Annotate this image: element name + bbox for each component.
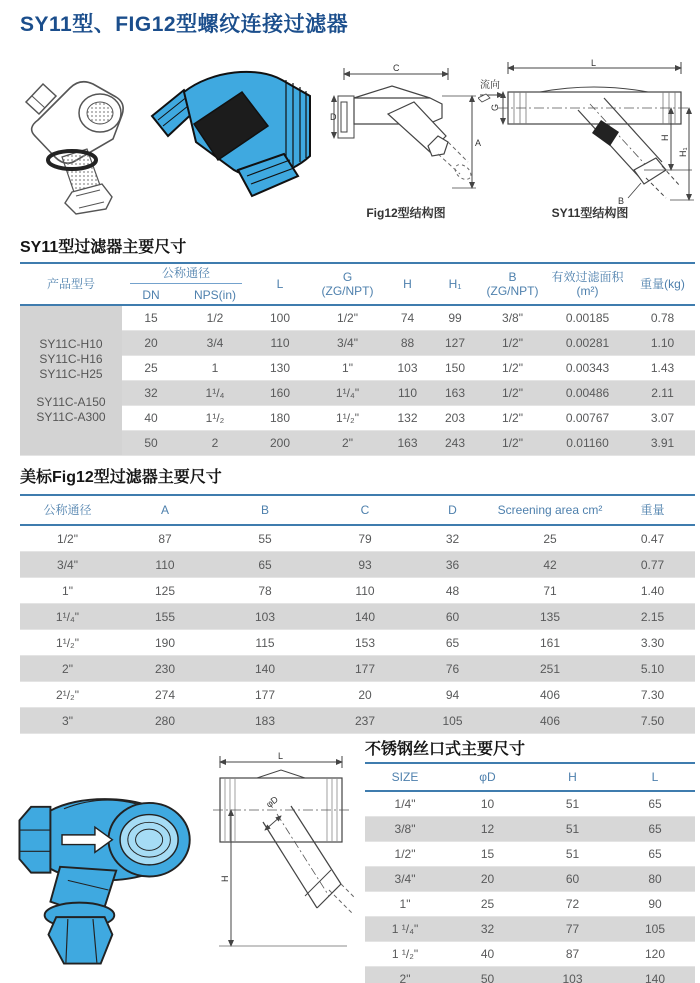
sy11-structure-diagram: [478, 58, 698, 211]
fig12-diagram: [330, 62, 482, 200]
col-header-b: B (ZG/NPT): [486, 270, 539, 298]
table-row: 1/2" 15 51 65: [365, 842, 695, 867]
col-header-nominal-diameter: 公称通径: [122, 263, 250, 286]
col-header-l: L: [651, 770, 659, 784]
col-header-model: 产品型号: [46, 277, 95, 291]
col-header-screening-area: Screening area cm²: [497, 503, 603, 517]
col-header-filter-area: 有效过滤面积 (m²): [551, 270, 624, 298]
strainer-blue-illustration: [146, 58, 324, 220]
product-model: SY11C-A300: [36, 409, 106, 424]
dim-label-b: B: [618, 196, 625, 206]
dim-label-l: L: [591, 58, 597, 68]
col-header-d: D: [448, 503, 457, 517]
section-heading-stainless-dimensions: 不锈钢丝口式主要尺寸: [365, 741, 526, 758]
dim-label-phi-d: φD: [264, 794, 281, 810]
col-header-l: L: [276, 277, 284, 291]
col-header-a: A: [160, 503, 169, 517]
table-row: 1 ¹/₂" 40 87 120: [365, 942, 695, 967]
table-row: SY11C-H10 SY11C-H16 SY11C-H25 SY11C-A150 SY11C-A300 15 1/2 100 1/2" 74 99 3/8" 0.00185 0.78: [20, 305, 695, 331]
table-row: 25 1 130 1" 103 150 1/2" 0.00343 1.43: [20, 356, 695, 381]
table-row: 20 3/4 110 3/4" 88 127 1/2" 0.00281 1.10: [20, 331, 695, 356]
fig12-structure-diagram: [330, 62, 482, 205]
sy11-caption: SY11型结构图: [551, 206, 629, 220]
table-row: 2¹/₂" 274 177 20 94 406 7.30: [20, 682, 695, 708]
table-row: 2" 230 140 177 76 251 5.10: [20, 656, 695, 682]
col-header-h: H: [568, 770, 577, 784]
flow-direction-label: 流向: [480, 80, 500, 91]
col-header-weight: 重量: [640, 503, 665, 517]
product-model: SY11C-H16: [39, 351, 103, 366]
table-row: 3/4" 20 60 80: [365, 867, 695, 892]
product-model: SY11C-H10: [39, 336, 103, 351]
col-header-phi-d: φD: [479, 770, 496, 784]
table-row: 40 1¹/₂ 180 1¹/₂" 132 203 1/2" 0.00767 3.07: [20, 406, 695, 431]
dim-label-a: A: [475, 138, 482, 148]
table-row: 1 ¹/₄" 32 77 105: [365, 917, 695, 942]
dim-label-h1: H₁: [678, 147, 688, 157]
table-row: 3" 280 183 237 105 406 7.50: [20, 708, 695, 734]
table-row: 1¹/₂" 190 115 153 65 161 3.30: [20, 630, 695, 656]
page-title: SY11型、FIG12型螺纹连接过滤器: [20, 13, 349, 36]
bottom-strainer-blue-illustration: [15, 772, 200, 980]
table-row: 3/8" 12 51 65: [365, 817, 695, 842]
bottom-structure-diagram: [205, 750, 357, 983]
col-header-nps: NPS(in): [194, 288, 237, 302]
table-row: 1/2" 87 55 79 32 25 0.47: [20, 525, 695, 552]
table-row: 1¹/₄" 155 103 140 60 135 2.15: [20, 604, 695, 630]
col-header-nominal-diameter: 公称通径: [43, 503, 92, 517]
col-header-b: B: [260, 503, 269, 517]
table3-body: [365, 791, 695, 983]
table-row: 2" 50 103 140: [365, 967, 695, 983]
fig12-caption: Fig12型结构图: [366, 206, 446, 220]
stainless-dimensions-table: [365, 762, 695, 983]
table1-header: [20, 263, 695, 305]
dim-label-h: H: [660, 134, 670, 141]
dim-label-c: C: [393, 63, 400, 73]
table-row: 1" 25 72 90: [365, 892, 695, 917]
fig12-dimensions-table: [20, 494, 695, 734]
product-model: SY11C-H25: [39, 366, 103, 381]
bottom-drawing: [205, 750, 357, 981]
dim-label-h: H: [220, 875, 230, 882]
dim-label-l: L: [278, 751, 284, 761]
section-heading-sy11-dimensions: SY11型过滤器主要尺寸: [20, 239, 187, 256]
col-header-dn: DN: [142, 288, 160, 302]
col-header-weight: 重量(kg): [640, 277, 685, 291]
strainer-lineart-illustration: [10, 58, 150, 216]
col-header-size: SIZE: [391, 770, 419, 784]
sy11-dimensions-table-wrap: [20, 262, 695, 456]
product-photo-blue-cutaway: [146, 58, 324, 225]
table-row: 50 2 200 2" 163 243 1/2" 0.01160 3.91: [20, 431, 695, 456]
product-photo-lineart: [10, 58, 150, 221]
col-header-g: G (ZG/NPT): [321, 270, 374, 298]
product-model: SY11C-A150: [36, 394, 106, 409]
fig12-dimensions-table-wrap: [20, 494, 695, 734]
table3-header: [365, 763, 695, 791]
col-header-h1: H₁: [448, 277, 462, 291]
stainless-dimensions-table-wrap: [365, 762, 695, 983]
product-model-cell: [20, 305, 122, 456]
sy11-dimensions-table: [20, 262, 695, 456]
table2-header: [20, 495, 695, 525]
table-row: 3/4" 110 65 93 36 42 0.77: [20, 552, 695, 578]
table-row: 1/4" 10 51 65: [365, 791, 695, 817]
dim-label-d: D: [330, 112, 337, 122]
dim-label-g: G: [490, 103, 500, 111]
section-heading-fig12-dimensions: 美标Fig12型过滤器主要尺寸: [20, 469, 222, 486]
bottom-product-photo-blue: [15, 772, 200, 983]
table2-body: [20, 525, 695, 734]
sy11-diagram: [478, 58, 698, 206]
table-row: 32 1¹/₄ 160 1¹/₄" 110 163 1/2" 0.00486 2.11: [20, 381, 695, 406]
col-header-h: H: [403, 277, 412, 291]
col-header-c: C: [360, 503, 370, 517]
table-row: 1" 125 78 110 48 71 1.40: [20, 578, 695, 604]
